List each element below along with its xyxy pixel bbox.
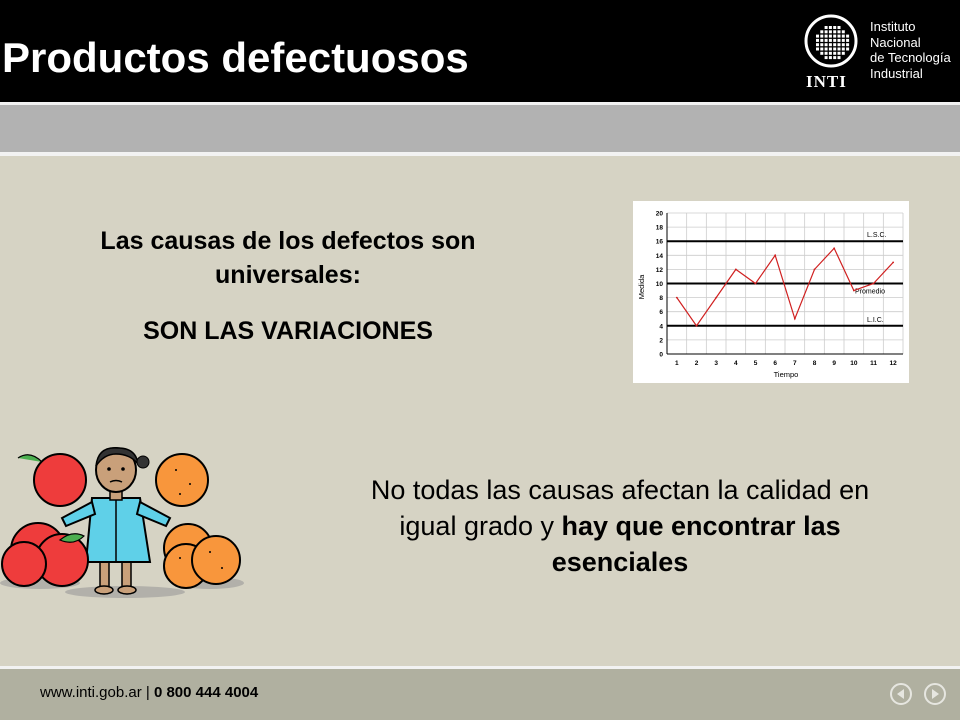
control-chart [633, 201, 909, 383]
data-point [755, 283, 757, 285]
logo-line-4: Industrial [870, 65, 923, 81]
data-point [892, 261, 894, 263]
y-tick-label: 10 [655, 281, 663, 288]
y-tick-label: 2 [659, 337, 663, 345]
causes-heading: Las causas de los defectos son universales: [100, 227, 476, 289]
footer-url: www.inti.gob.ar [40, 684, 142, 701]
data-point [833, 247, 835, 249]
variations-heading: SON LAS VARIACIONES [143, 317, 433, 345]
x-tick-label: 8 [812, 360, 817, 367]
footer-phone: 0 800 444 4004 [153, 684, 259, 701]
footer-separator: | [141, 684, 154, 701]
logo-text [870, 19, 951, 81]
logo-line-2: Nacional [870, 34, 921, 50]
logo-acronym: INTI [806, 72, 847, 91]
x-axis-label: Tiempo [773, 370, 799, 379]
y-tick-label: 20 [655, 210, 663, 218]
data-point [715, 297, 717, 299]
y-tick-label: 18 [655, 224, 663, 232]
data-point [735, 269, 737, 271]
data-point [873, 283, 875, 285]
reference-line-label: Promedio [855, 288, 885, 296]
logo-line-1: Instituto [870, 19, 916, 34]
x-tick-label: 7 [793, 360, 797, 367]
y-tick-label: 14 [655, 252, 663, 260]
data-point [774, 254, 776, 256]
data-point [853, 290, 855, 292]
y-axis-label: Medida [637, 274, 646, 300]
y-tick-label: 0 [659, 351, 663, 359]
x-tick-label: 2 [694, 360, 699, 367]
x-tick-label: 11 [870, 360, 877, 367]
y-tick-label: 4 [659, 323, 663, 331]
inti-logo-mark-icon [804, 14, 862, 70]
note-text-bold: hay que encontrar las esenciales [551, 511, 841, 577]
y-tick-label: 16 [655, 238, 663, 246]
x-tick-label: 9 [832, 360, 836, 367]
data-point [814, 269, 816, 271]
x-tick-label: 4 [734, 360, 738, 367]
x-tick-label: 12 [889, 360, 897, 367]
y-tick-label: 6 [659, 309, 663, 317]
x-tick-label: 10 [850, 360, 858, 367]
reference-line-label: L.I.C. [867, 316, 884, 324]
data-point [676, 297, 678, 299]
emphasis-note [350, 472, 890, 580]
note-text: No todas las causas afectan la calidad en igual grado y [370, 475, 870, 541]
x-tick-label: 3 [714, 360, 718, 367]
x-tick-label: 5 [753, 360, 758, 367]
data-point [794, 318, 796, 320]
y-tick-label: 8 [659, 295, 663, 303]
control-chart-svg [633, 201, 909, 383]
band-divider [0, 152, 960, 156]
gray-band [0, 105, 960, 152]
reference-line-label: L.S.C. [867, 232, 887, 240]
chevron-left-circle-icon[interactable] [890, 683, 912, 705]
footer-contact [40, 683, 258, 703]
x-tick-label: 6 [773, 360, 777, 367]
y-tick-label: 12 [655, 266, 663, 274]
logo-line-3: de Tecnología [870, 50, 951, 65]
slide-title: Productos defectuosos [2, 34, 469, 81]
x-tick-label: 1 [675, 360, 679, 367]
data-point [696, 325, 698, 327]
chevron-right-circle-icon[interactable] [924, 683, 946, 705]
inti-logo [804, 14, 954, 94]
worker-holding-fruit-image [0, 440, 250, 605]
